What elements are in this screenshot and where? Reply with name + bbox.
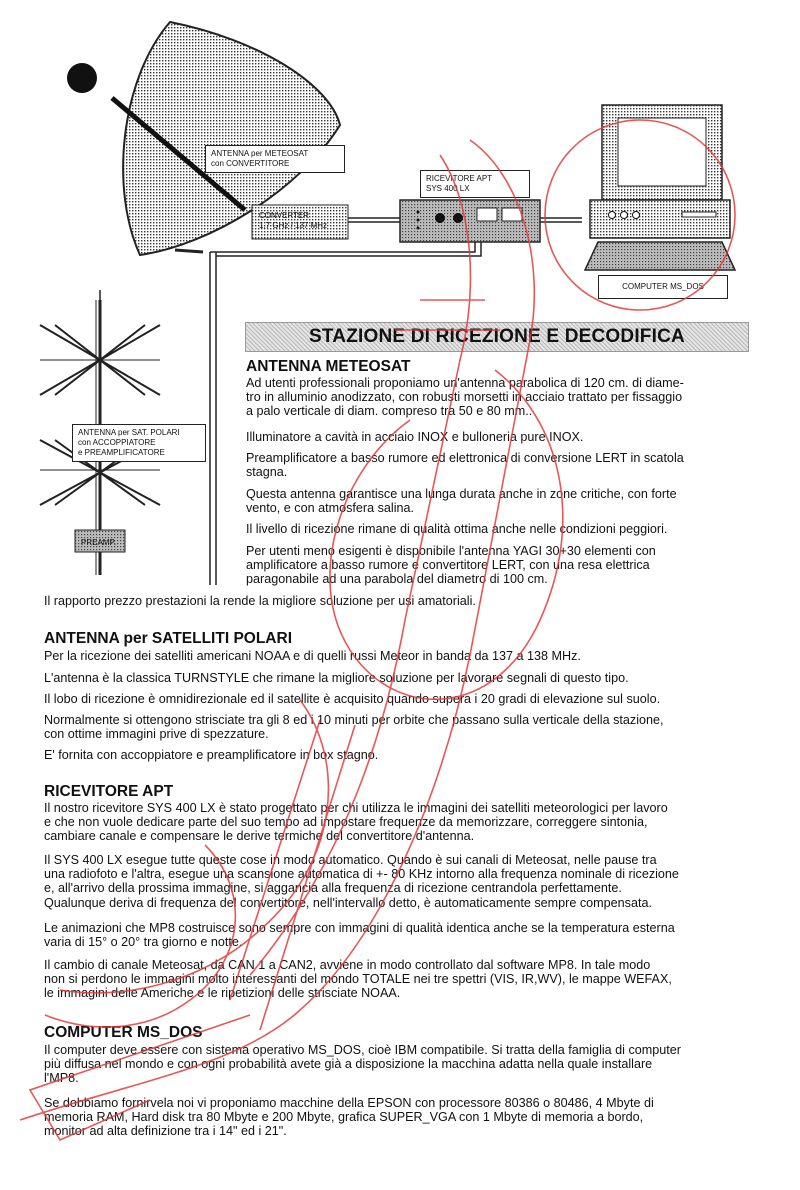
heading-antenna-polari: ANTENNA per SATELLITI POLARI	[44, 630, 292, 647]
heading-antenna-meteosat: ANTENNA METEOSAT	[246, 358, 411, 375]
paragraph	[44, 594, 764, 608]
label-line: RICEVITORE APT	[426, 174, 493, 183]
text-line: Il livello di ricezione rimane di qualità ottima anche nelle condizioni peggiori.	[246, 522, 668, 536]
label-line: 1.7 GHz / 137 MHz	[259, 221, 328, 230]
computer-icon	[585, 105, 735, 270]
text-line: monitor ad alta definizione tra i 14" ed i 21".	[44, 1124, 287, 1139]
text-line: Il computer deve essere con sistema operativo MS_DOS, cioè IBM compatibile. Si tratta della famiglia di computer	[44, 1043, 681, 1057]
text-line: stagna.	[246, 465, 288, 480]
text-line: a palo verticale di diam. compreso tra 50 e 80 mm..	[246, 404, 533, 419]
text-line: e, all'arrivo della prossima immagine, si aggancia alla frequenza di ricezione centrandola perfettamente.	[44, 881, 622, 896]
label-line: PREAMP.	[81, 538, 116, 547]
label-converter	[254, 208, 346, 234]
label-line: e PREAMPLIFICATORE	[78, 448, 165, 457]
text-line: l'MP8.	[44, 1071, 79, 1086]
paragraph	[246, 522, 756, 536]
text-line: Per utenti meno esigenti è disponibile l'antenna YAGI 30+30 elementi con	[246, 544, 656, 558]
label-receiver	[420, 170, 530, 198]
label-line: CONVERTER	[259, 211, 310, 220]
text-line: più diffusa nel mondo e con ogni probabilità avete già a disposizione la macchina adatta nella quale installare	[44, 1057, 653, 1072]
text-line: Se dobbiamo fornirvela noi vi proponiamo macchine della EPSON con processore 80386 o 80486, 4 Mbyte di	[44, 1096, 654, 1110]
label-line: ANTENNA per METEOSAT	[211, 149, 309, 158]
text-line: vento, e con atmosfera salina.	[246, 501, 415, 516]
paragraph	[246, 430, 756, 444]
paragraph	[246, 487, 756, 515]
text-line: cambiare canale e compensare le derive termiche del convertitore d'antenna.	[44, 829, 475, 844]
text-line: non si perdono le immagini molto interessanti del mondo TOTALE nei tre spettri (VIS, IR,WV), le mappe WEFAX,	[44, 972, 672, 987]
label-line: COMPUTER MS_DOS	[622, 282, 704, 291]
page-title: STAZIONE DI RICEZIONE E DECODIFICA	[309, 326, 685, 347]
label-line: SYS 400 LX	[426, 184, 470, 193]
text-line: Normalmente si ottengono strisciate tra gli 8 ed i 10 minuti per orbite che passano sulla verticale della stazione,	[44, 713, 664, 727]
paragraph	[246, 544, 756, 587]
label-antenna-polar	[72, 424, 206, 462]
title-banner	[245, 322, 749, 352]
paragraph	[44, 801, 764, 844]
label-preamp	[76, 535, 121, 551]
paragraph	[44, 853, 764, 910]
text-line: amplificatore a basso rumore e convertitore LERT, con una resa elettrica	[246, 558, 650, 573]
text-line: Illuminatore a cavità in acciaio INOX e bulloneria pure INOX.	[246, 430, 584, 444]
text-line: L'antenna è la classica TURNSTYLE che rimane la migliore soluzione per lavorare segnali di questo tipo.	[44, 671, 629, 685]
heading-ricevitore-apt: RICEVITORE APT	[44, 783, 174, 800]
paragraph	[44, 692, 764, 706]
text-line: tro in alluminio anodizzato, con robusti morsetti in acciaio trattato per fissaggio	[246, 390, 683, 405]
paragraph	[44, 713, 764, 741]
label-line: con ACCOPPIATORE	[78, 438, 156, 447]
text-line: E' fornita con accoppiatore e preamplificatore in box stagno.	[44, 748, 379, 762]
text-line: Qualunque deriva di frequenza del convertitore, nell'intervallo detto, è automaticamente sempre compensata.	[44, 895, 652, 910]
text-line: varia di 15° o 20° tra giorno e notte.	[44, 935, 243, 950]
heading-computer-ms-dos: COMPUTER MS_DOS	[44, 1024, 203, 1041]
text-line: Le animazioni che MP8 costruisce sono sempre con immagini di qualità identica anche se la temperatura esterna	[44, 921, 675, 935]
text-line: una radiofoto e l'altra, esegue una scansione automatica di +- 80 KHz intorno alla frequenza nominale di ricezione	[44, 867, 679, 882]
label-line: con CONVERTITORE	[211, 159, 290, 168]
text-line: Questa antenna garantisce una lunga durata anche in zone critiche, con forte	[246, 487, 677, 501]
text-line: e che non vuole dedicare parte del suo tempo ad impostare frequenze da memorizzare, correggere sintonia,	[44, 815, 648, 830]
paragraph	[44, 958, 764, 1001]
label-antenna-meteosat	[205, 145, 345, 173]
text-line: con ottime immagini prive di spezzature.	[44, 727, 269, 742]
text-line: Per la ricezione dei satelliti americani NOAA e di quelli russi Meteor in banda da 137 a 138 MHz.	[44, 649, 581, 663]
paragraph	[246, 376, 756, 419]
paragraph	[44, 649, 764, 663]
text-line: Ad utenti professionali proponiamo un'antenna parabolica di 120 cm. di diame-	[246, 376, 684, 390]
text-line: le immagini delle Americhe e le ripetizioni delle strisciate NOAA.	[44, 986, 401, 1001]
label-line: ANTENNA per SAT. POLARI	[78, 428, 180, 437]
text-line: paragonabile ad una parabola del diametro di 100 cm.	[246, 572, 548, 587]
paragraph	[44, 748, 764, 762]
text-line: memoria RAM, Hard disk tra 80 Mbyte e 200 Mbyte, grafica SUPER_VGA con 1 Mbyte di memoria a bordo,	[44, 1110, 644, 1125]
paragraph	[44, 921, 764, 949]
receiver-unit-icon	[400, 200, 540, 242]
text-line: Il SYS 400 LX esegue tutte queste cose in modo automatico. Quando è sui canali di Meteosat, nelle pause tra	[44, 853, 657, 867]
paragraph	[44, 1096, 764, 1139]
paragraph	[246, 451, 756, 479]
text-line: Preamplificatore a basso rumore ed elettronica di conversione LERT in scatola	[246, 451, 684, 465]
paragraph	[44, 671, 764, 685]
text-line: Il nostro ricevitore SYS 400 LX è stato progettato per chi utilizza le immagini dei satelliti meteorologici per lavoro	[44, 801, 668, 815]
text-line: Il cambio di canale Meteosat, da CAN 1 a CAN2, avviene in modo controllato dal software MP8. In tale modo	[44, 958, 651, 972]
text-line: Il lobo di ricezione è omnidirezionale ed il satellite è acquisito quando supera i 20 gradi di elevazione sul suolo.	[44, 692, 661, 706]
paragraph	[44, 1043, 764, 1086]
label-computer	[598, 275, 728, 299]
text-line: Il rapporto prezzo prestazioni la rende la migliore soluzione per usi amatoriali.	[44, 594, 476, 608]
